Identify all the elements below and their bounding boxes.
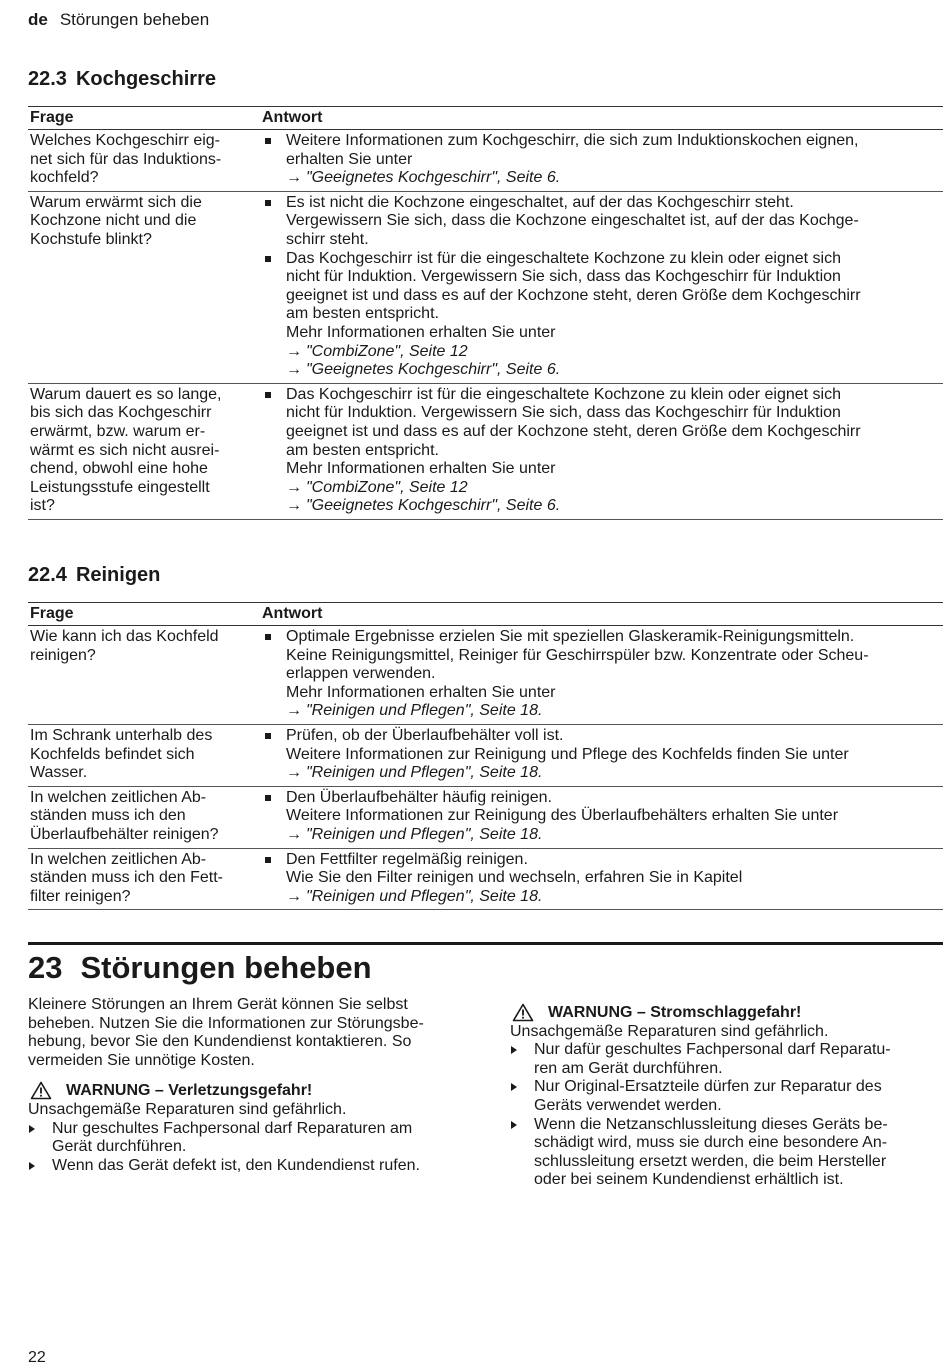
question-line: wärmt es sich nicht ausrei- [30, 441, 220, 459]
running-header [28, 11, 209, 30]
answer-line: Das Kochgeschirr ist für die eingeschaltete Kochzone zu klein oder eignet sich [286, 249, 841, 267]
question-line: Kochzone nicht und die [30, 212, 197, 230]
section-heading-22-3 [28, 70, 216, 89]
list-item [28, 1120, 460, 1157]
question-line: Leistungsstufe eingestellt [30, 478, 210, 496]
warning-heading-electric [510, 1004, 942, 1023]
list-line: Wenn das Gerät defekt ist, den Kundendienst rufen. [52, 1156, 420, 1174]
intro-line: vermeiden Sie unnötige Kosten. [28, 1051, 255, 1069]
table-row [28, 626, 943, 725]
warning-text: Unsachgemäße Reparaturen sind gefährlich. [510, 1022, 829, 1040]
header-title: Störungen beheben [59, 10, 210, 29]
answer-cell [260, 191, 943, 383]
right-column [510, 1004, 942, 1190]
chapter-number: 23 [28, 950, 63, 985]
reference-text: "Reinigen und Pflegen", Seite 18. [306, 825, 543, 843]
cross-reference-link[interactable] [286, 169, 941, 188]
reference-text: "Reinigen und Pflegen", Seite 18. [306, 702, 543, 720]
cross-reference-link[interactable] [286, 702, 941, 721]
list-line: schlussleitung ersetzt werden, die beim Hersteller [534, 1152, 887, 1170]
answer-line: Optimale Ergebnisse erzielen Sie mit speziellen Glaskeramik-Reinigungsmitteln. [286, 628, 855, 645]
section-number: 22.3 [28, 68, 67, 90]
answer-line: Mehr Informationen erhalten Sie unter [286, 683, 556, 701]
list-line: Nur dafür geschultes Fachpersonal darf Reparatu- [534, 1041, 891, 1059]
reference-text: "CombiZone", Seite 12 [306, 478, 468, 496]
table-row [28, 130, 943, 192]
page-number: 22 [28, 1349, 46, 1366]
question-line: Welches Kochgeschirr eig- [30, 132, 221, 149]
list-item [28, 1157, 460, 1176]
answer-line: Keine Reinigungsmittel, Reiniger für Geschirrspüler bzw. Konzentrate oder Scheu- [286, 646, 869, 664]
warning-text: Unsachgemäße Reparaturen sind gefährlich. [28, 1100, 347, 1118]
question-line: Kochfelds befindet sich [30, 745, 195, 763]
column-header-question: Frage [28, 603, 260, 626]
question-line: bis sich das Kochgeschirr [30, 404, 212, 422]
cross-reference-link[interactable] [286, 361, 941, 380]
section-title: Reinigen [75, 564, 161, 586]
table-header-row [28, 603, 943, 626]
question-line: Wasser. [30, 764, 88, 782]
answer-cell [260, 626, 943, 725]
answer-line: geeignet ist und dass es auf der Kochzone steht, deren Größe dem Kochgeschirr [286, 422, 861, 440]
intro-paragraph [28, 996, 460, 1070]
warning-title: WARNUNG – Stromschlaggefahr! [548, 1004, 802, 1021]
chapter-rule [28, 942, 943, 945]
reference-text: "Reinigen und Pflegen", Seite 18. [306, 764, 543, 782]
answer-line: am besten entspricht. [286, 441, 439, 459]
question-line: chend, obwohl eine hohe [30, 460, 208, 478]
question-cell [28, 130, 260, 192]
arrow-right-icon: → [286, 497, 302, 515]
answer-line: Den Überlaufbehälter häufig reinigen. [286, 788, 552, 806]
answer-line: Wie Sie den Filter reinigen und wechseln, erfahren Sie in Kapitel [286, 869, 743, 887]
arrow-right-icon: → [286, 887, 302, 905]
reference-text: "Reinigen und Pflegen", Seite 18. [306, 887, 543, 905]
table-row [28, 191, 943, 383]
intro-line: beheben. Nutzen Sie die Informationen zur Störungsbe- [28, 1014, 424, 1032]
section-heading-22-4 [28, 566, 160, 585]
question-line: net sich für das Induktions- [30, 150, 222, 168]
answer-cell [260, 383, 943, 519]
list-line: Geräts verwendet werden. [534, 1096, 722, 1114]
question-line: Wie kann ich das Kochfeld [30, 628, 219, 645]
reference-text: "Geeignetes Kochgeschirr", Seite 6. [306, 497, 561, 515]
question-cell [28, 191, 260, 383]
chapter-title: Störungen beheben [80, 950, 372, 985]
language-code: de [28, 10, 48, 29]
question-line: Warum erwärmt sich die [30, 193, 202, 211]
chapter-heading [28, 950, 372, 986]
question-cell [28, 848, 260, 910]
list-line: ren am Gerät durchführen. [534, 1059, 723, 1077]
arrow-right-icon: → [286, 169, 302, 187]
answer-line: erhalten Sie unter [286, 150, 413, 168]
answer-cell [260, 848, 943, 910]
answer-line: nicht für Induktion. Vergewissern Sie sich, dass das Kochgeschirr für Induktion [286, 268, 841, 286]
answer-cell [260, 724, 943, 786]
left-column [28, 996, 460, 1175]
arrow-right-icon: → [286, 478, 302, 496]
cross-reference-link[interactable] [286, 497, 941, 516]
list-item [510, 1078, 942, 1115]
list-line: schädigt wird, muss sie durch eine besondere An- [534, 1134, 888, 1152]
table-row [28, 786, 943, 848]
table-row [28, 383, 943, 519]
answer-line: schirr steht. [286, 230, 369, 248]
question-line: ständen muss ich den Fett- [30, 869, 223, 887]
column-header-answer: Antwort [260, 603, 943, 626]
question-line: ist? [30, 497, 55, 515]
answer-line: Weitere Informationen zur Reinigung und Pflege des Kochfelds finden Sie unter [286, 745, 849, 763]
table-row [28, 724, 943, 786]
question-line: kochfeld? [30, 169, 99, 187]
question-line: In welchen zeitlichen Ab- [30, 788, 207, 806]
answer-line: nicht für Induktion. Vergewissern Sie sich, dass das Kochgeschirr für Induktion [286, 404, 841, 422]
question-cell [28, 786, 260, 848]
list-line: Wenn die Netzanschlussleitung dieses Geräts be- [534, 1115, 888, 1133]
warning-triangle-icon [30, 1081, 52, 1100]
bullet-item [262, 132, 941, 188]
question-line: Kochstufe blinkt? [30, 230, 152, 248]
reference-text: "Geeignetes Kochgeschirr", Seite 6. [306, 169, 561, 187]
answer-line: Den Fettfilter regelmäßig reinigen. [286, 850, 528, 868]
warning-triangle-icon [512, 1003, 534, 1022]
cross-reference-link[interactable] [286, 479, 941, 498]
faq-table-reinigen [28, 602, 943, 910]
answer-line: Prüfen, ob der Überlaufbehälter voll ist. [286, 726, 564, 744]
arrow-right-icon: → [286, 702, 302, 720]
column-header-question: Frage [28, 107, 260, 130]
bullet-item [262, 851, 941, 907]
section-title: Kochgeschirre [75, 68, 216, 90]
question-line: reinigen? [30, 646, 96, 664]
answer-line: am besten entspricht. [286, 305, 439, 323]
cross-reference-link[interactable] [286, 764, 941, 783]
table-row [28, 848, 943, 910]
answer-line: Das Kochgeschirr ist für die eingeschaltete Kochzone zu klein oder eignet sich [286, 385, 841, 403]
answer-cell [260, 786, 943, 848]
answer-line: Mehr Informationen erhalten Sie unter [286, 460, 556, 478]
question-line: Überlaufbehälter reinigen? [30, 825, 219, 843]
question-line: filter reinigen? [30, 887, 131, 905]
reference-text: "Geeignetes Kochgeschirr", Seite 6. [306, 361, 561, 379]
reference-text: "CombiZone", Seite 12 [306, 342, 468, 360]
question-line: Im Schrank unterhalb des [30, 726, 213, 744]
question-line: ständen muss ich den [30, 807, 186, 825]
answer-cell [260, 130, 943, 192]
question-line: Warum dauert es so lange, [30, 385, 222, 403]
arrow-right-icon: → [286, 764, 302, 782]
bullet-item [262, 194, 941, 250]
answer-line: Weitere Informationen zur Reinigung des Überlaufbehälters erhalten Sie unter [286, 807, 839, 825]
section-number: 22.4 [28, 564, 67, 586]
arrow-right-icon: → [286, 342, 302, 360]
bullet-item [262, 727, 941, 783]
arrow-right-icon: → [286, 361, 302, 379]
cross-reference-link[interactable] [286, 826, 941, 845]
cross-reference-link[interactable] [286, 888, 941, 907]
bullet-item [262, 386, 941, 516]
warning-title: WARNUNG – Verletzungsgefahr! [66, 1082, 313, 1100]
list-line: Nur geschultes Fachpersonal darf Reparaturen am [52, 1119, 413, 1137]
bullet-item [262, 789, 941, 845]
column-header-answer: Antwort [260, 107, 943, 130]
question-cell [28, 626, 260, 725]
question-cell [28, 383, 260, 519]
list-item [510, 1041, 942, 1078]
list-line: Nur Original-Ersatzteile dürfen zur Reparatur des [534, 1078, 882, 1096]
list-line: Gerät durchführen. [52, 1138, 187, 1156]
intro-line: Kleinere Störungen an Ihrem Gerät können Sie selbst [28, 996, 408, 1013]
list-item [510, 1116, 942, 1190]
question-line: erwärmt, bzw. warum er- [30, 422, 206, 440]
faq-table-kochgeschirre [28, 106, 943, 520]
table-header-row [28, 107, 943, 130]
question-line: In welchen zeitlichen Ab- [30, 850, 207, 868]
warning-heading-injury [28, 1082, 460, 1101]
arrow-right-icon: → [286, 825, 302, 843]
intro-line: hebung, bevor Sie den Kundendienst kontaktieren. So [28, 1033, 412, 1051]
answer-line: Weitere Informationen zum Kochgeschirr, die sich zum Induktionskochen eignen, [286, 132, 859, 149]
list-line: oder bei seinem Kundendienst erhältlich ist. [534, 1171, 844, 1189]
question-cell [28, 724, 260, 786]
answer-line: Es ist nicht die Kochzone eingeschaltet, auf der das Kochgeschirr steht. [286, 193, 794, 211]
cross-reference-link[interactable] [286, 343, 941, 362]
answer-line: Mehr Informationen erhalten Sie unter [286, 323, 556, 341]
answer-line: Vergewissern Sie sich, dass die Kochzone eingeschaltet ist, auf der das Kochge- [286, 212, 859, 230]
answer-line: geeignet ist und dass es auf der Kochzone steht, deren Größe dem Kochgeschirr [286, 286, 861, 304]
answer-line: erlappen verwenden. [286, 665, 436, 683]
bullet-item [262, 628, 941, 721]
bullet-item [262, 250, 941, 380]
